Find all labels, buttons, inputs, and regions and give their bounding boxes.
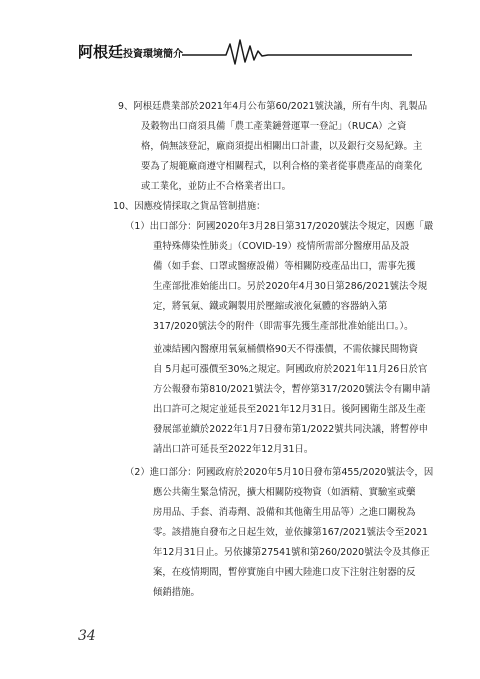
text-line: 317/2020號法令的附件（即需事先獲生產部批准始能出口。）。 xyxy=(153,321,414,332)
text-line: 發展部並續於2022年1月7日發布第1/2022號共同決議，將暫停申 xyxy=(153,424,429,435)
text-line: 零。該措施自發布之日起生效，並依據第167/2021號法令至2021 xyxy=(153,527,429,538)
text-line: 出口許可之規定並延長至2021年12月31日。後阿國衛生部及生產 xyxy=(153,404,426,415)
header-title-main: 阿根廷 xyxy=(78,43,124,61)
text-line: 年12月31日止。另依據第27541號和第260/2020號法令及其修正 xyxy=(153,547,430,558)
text-line: 傾銷措施。 xyxy=(153,587,200,598)
header-title-sub: 投資環境簡介 xyxy=(123,49,184,60)
text-line: 房用品、手套、消毒劑、設備和其他衛生用品等）之進口關稅為 xyxy=(153,507,416,518)
text-line: 10、因應疫情採取之貨品管制措施： xyxy=(113,201,266,212)
page-number: 34 xyxy=(78,628,96,644)
text-line: 應公共衛生緊急情況，擴大相關防疫物資（如酒精、實驗室或藥 xyxy=(153,487,416,498)
text-line: 案，在疫情期間，暫停實施自中國大陸進口皮下注射注射器的反 xyxy=(153,567,416,578)
text-line: 方公報發布第810/2021號法令，暫停第317/2020號法令有關申請 xyxy=(153,384,431,395)
text-line: 並凍結國內醫療用氧氣桶價格90天不得漲價，不需依據民間物資 xyxy=(153,344,419,355)
text-line: 備（如手套、口罩或醫療設備）等相關防疫產品出口，需事先獲 xyxy=(153,261,416,272)
text-line: 格，倘無該登記，廠商須提出相關出口計畫，以及銀行交易紀錄。主 xyxy=(141,141,423,152)
text-line: 請出口許可延長至2022年12月31日。 xyxy=(153,444,314,455)
text-line: （1）出口部分：阿國2020年3月28日第317/2020號法令規定，因應「嚴 xyxy=(125,221,434,232)
text-line: 定，將氧氣、鐵或鋼製用於壓縮或液化氣體的容器納入第 xyxy=(153,301,388,312)
text-line: 9、阿根廷農業部於2021年4月公布第60/2021號決議，所有牛肉、乳製品 xyxy=(118,101,428,112)
text-line: 自 5月起可漲價至30%之規定。阿國政府於2021年11月26日於官 xyxy=(153,364,428,375)
text-line: （2）進口部分：阿國政府於2020年5月10日發布第455/2020號法令，因 xyxy=(125,467,434,478)
text-line: 或工業化，並防止不合格業者出口。 xyxy=(141,181,292,192)
text-line: 要為了規範廠商遵守相關程式，以利合格的業者從事農產品的商業化 xyxy=(141,161,423,172)
text-line: 重特殊傳染性肺炎」（COVID-19）疫情所需部分醫療用品及設 xyxy=(153,241,410,252)
text-line: 生產部批准始能出口。另於2020年4月30日第286/2021號法令規 xyxy=(153,281,428,292)
text-line: 及穀物出口商須具備「農工產業鏈營運單一登記」（RUCA）之資 xyxy=(141,121,407,132)
